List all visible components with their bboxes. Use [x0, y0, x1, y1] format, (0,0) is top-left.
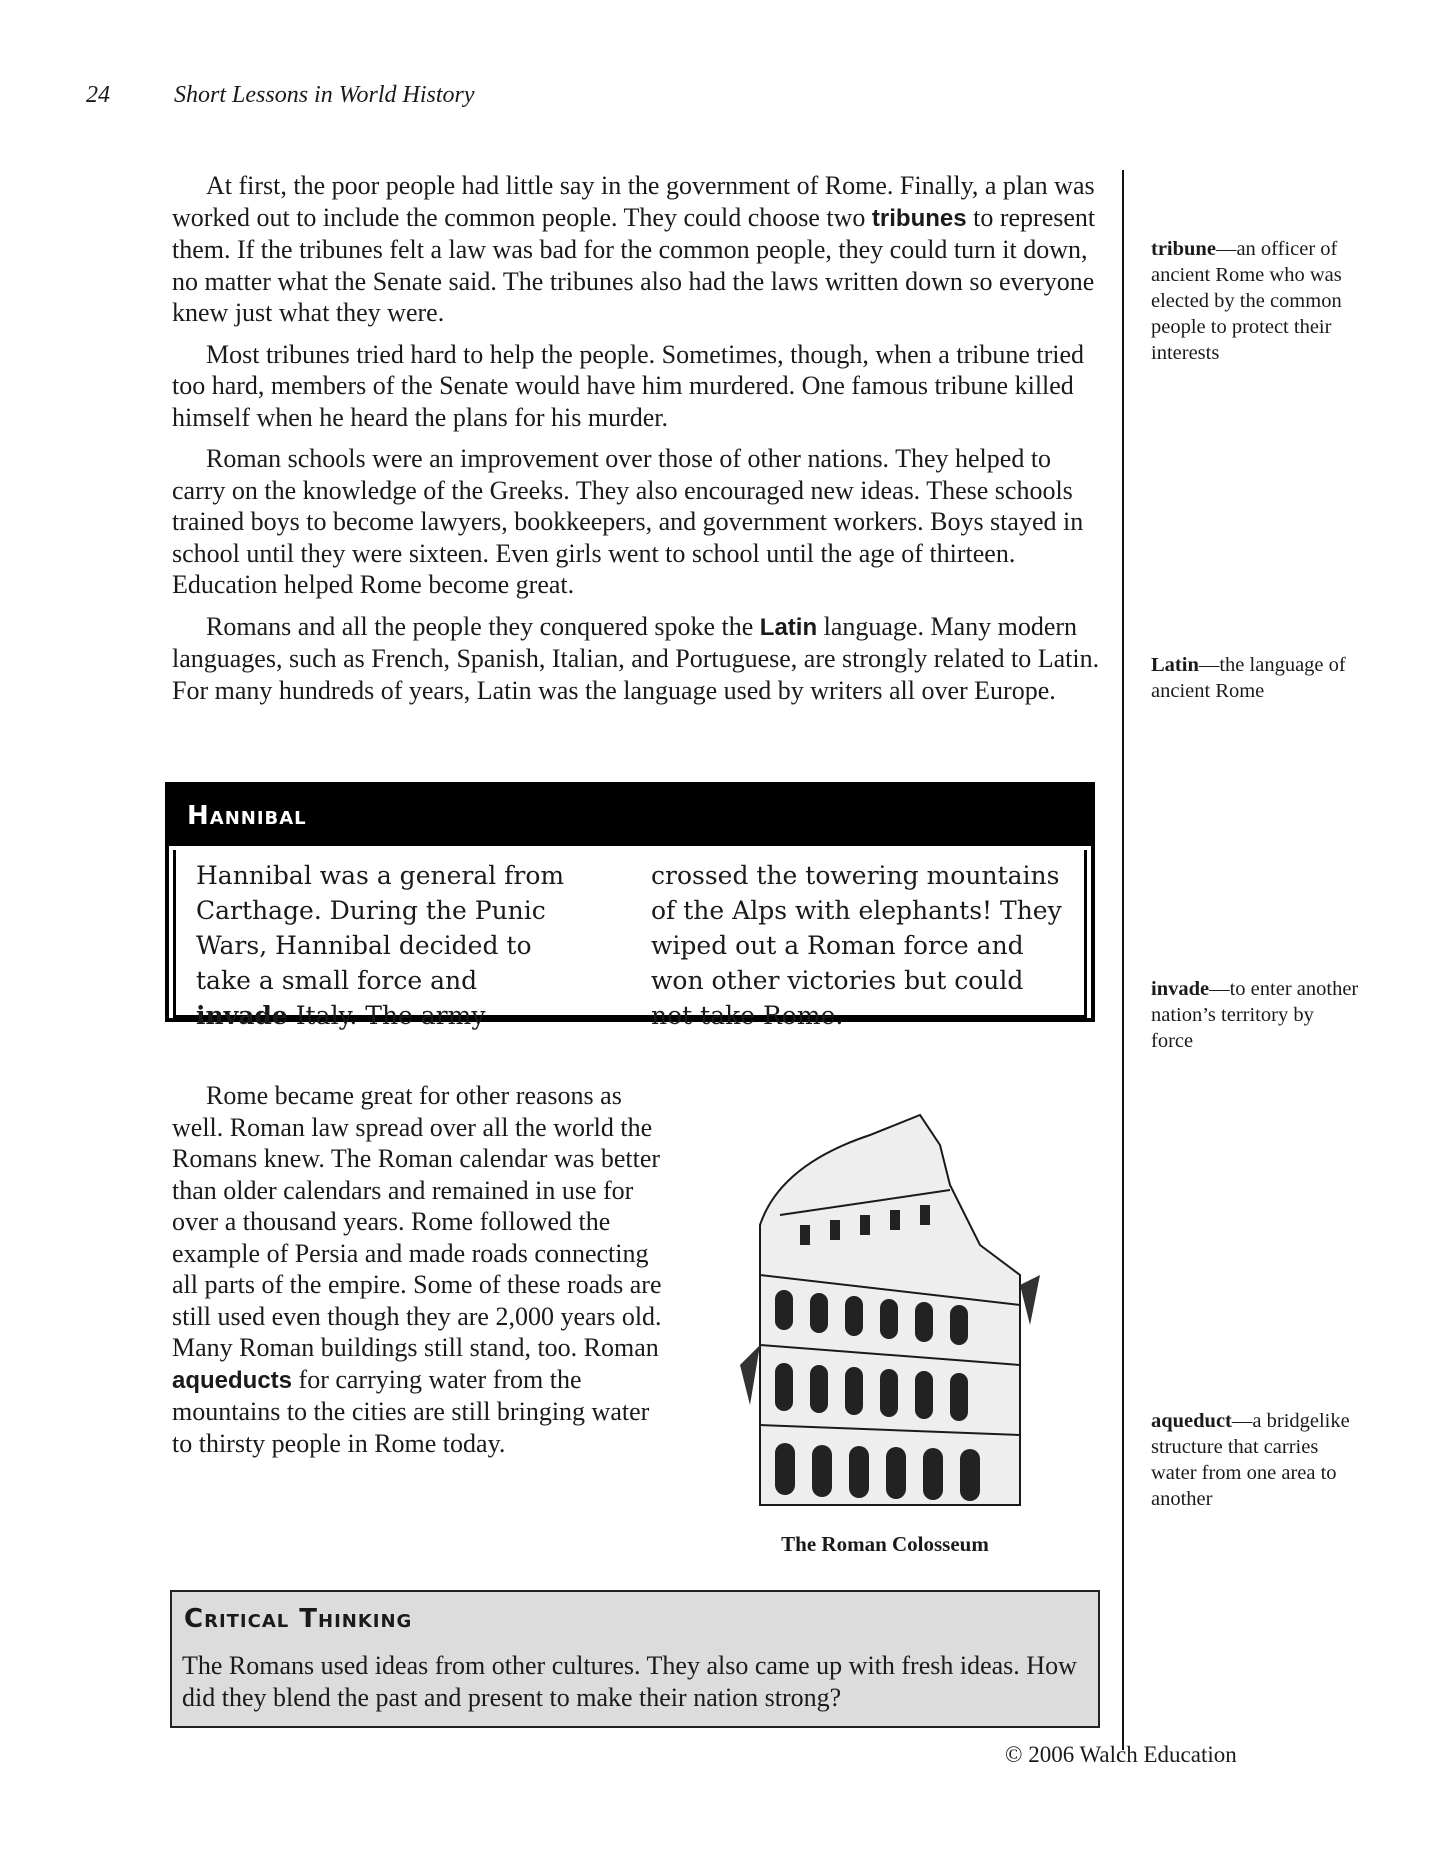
margin-rule: [1122, 170, 1124, 1750]
hannibal-title: Hannibal: [169, 786, 1091, 846]
hannibal-box: [165, 782, 1095, 1030]
critical-thinking-box: [170, 1590, 1100, 1728]
critical-thinking-text: The Romans used ideas from other cultures. They also came up with fresh ideas. How did they blend the past and present to make their nation strong?: [182, 1651, 1077, 1712]
hannibal-col-2: crossed the towering mountains of the Alps with elephants! They wiped out a Roman force and won other victories but could not take Rome.: [651, 861, 1062, 1030]
lower-text: [172, 1080, 672, 1459]
glossary-latin: Latin—the language of ancient Rome: [1151, 654, 1346, 702]
main-text: [172, 170, 1102, 716]
book-title: Short Lessons in World History: [174, 82, 475, 108]
hannibal-body: [173, 850, 1087, 1030]
page-header: [86, 82, 475, 109]
term-latin: Latin: [759, 613, 818, 641]
paragraph-tribunes: At first, the poor people had little say in the government of Rome. Finally, a plan was worked out to include the common people. They could choose two tribunes to represent them. If the tribunes felt a law was bad for the common people, they could turn it down, no matter what the Senate said. The tribunes also had the laws written down so everyone knew just what they were.: [172, 171, 1096, 327]
glossary-invade: invade—to enter another nation’s territory by force: [1151, 978, 1359, 1052]
page-number: 24: [86, 82, 110, 108]
term-tribunes: tribunes: [871, 204, 967, 232]
paragraph-schools: Roman schools were an improvement over those of other nations. They helped to carry on the knowledge of the Greeks. They also encouraged new ideas. These schools trained boys to become lawyers, bookkeepers, and government workers. Boys stayed in school until they were sixteen. Even girls went to school until the age of thirteen. Education helped Rome become great.: [172, 444, 1084, 599]
paragraph-senate: Most tribunes tried hard to help the people. Sometimes, though, when a tribune tried too hard, members of the Senate would have him murdered. One famous tribune killed himself when he heard the plans for his murder.: [172, 339, 1085, 432]
hannibal-col-1: Hannibal was a general from Carthage. During the Punic Wars, Hannibal decided to take a small force and invade Italy. The army: [196, 861, 565, 1030]
paragraph-latin: Romans and all the people they conquered spoke the Latin language. Many modern languages, such as French, Spanish, Italian, and Portuguese, are strongly related to Latin. For many hundreds of years, Latin was the language used by writers all over Europe.: [172, 611, 1100, 705]
glossary-aqueduct: aqueduct—a bridgelike structure that carries water from one area to another: [1151, 1410, 1350, 1510]
figure-caption: The Roman Colosseum: [781, 1532, 989, 1556]
paragraph-rome-great: Rome became great for other reasons as well. Roman law spread over all the world the Romans knew. The Roman calendar was better than older calendars and remained in use for over a thousand years. Rome followed the example of Persia and made roads connecting all parts of the empire. Some of these roads are still used even though they are 2,000 years old. Many Roman buildings still stand, too. Roman aqueducts for carrying water from the mountains to the cities are still bringing water to thirsty people in Rome today.: [172, 1081, 662, 1458]
critical-thinking-title: Critical Thinking: [184, 1604, 413, 1634]
copyright: © 2006 Walch Education: [1005, 1742, 1237, 1767]
glossary-tribune: tribune—an officer of ancient Rome who was elected by the common people to protect their interests: [1151, 238, 1342, 364]
colosseum-illustration: [720, 1105, 1050, 1525]
term-aqueducts: aqueducts: [172, 1366, 293, 1394]
term-invade: invade: [196, 1001, 288, 1030]
